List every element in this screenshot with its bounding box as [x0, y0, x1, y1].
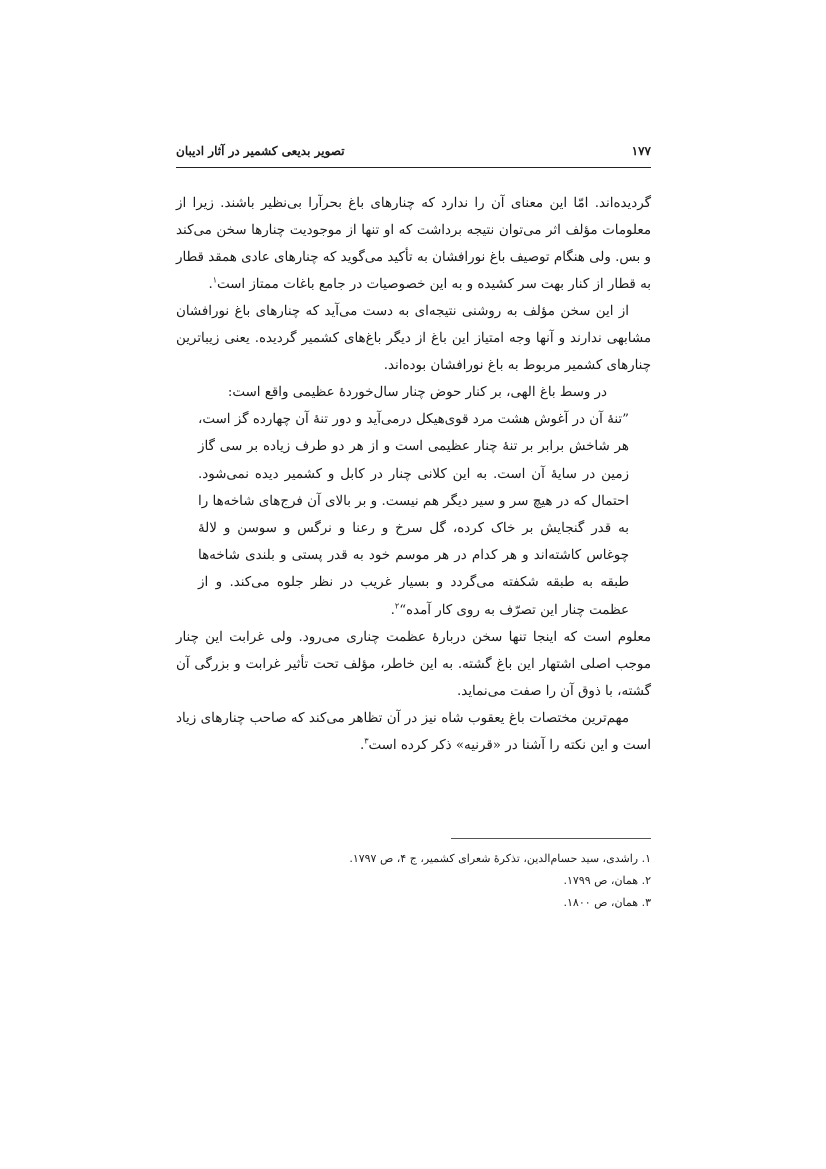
- footnote-ref-2: ۲: [394, 601, 400, 611]
- footnote-1: ۱. راشدی، سید حسام‌الدین، تذکرهٔ شعرای کشمیر، ج ۴، ص ۱۷۹۷.: [349, 852, 651, 865]
- paragraph-4: مهم‌ترین مختصات باغ یعقوب شاه نیز در آن تظاهر می‌کند که صاحب چنارهای زیاد است و این نکته را آشنا در «قرنیه» ذکر کرده است$^۳$.: [176, 710, 651, 753]
- footnote-divider: [451, 838, 651, 839]
- footnotes: [176, 848, 651, 914]
- quotation-text: ”تنهٔ آن در آغوش هشت مرد قوی‌هیکل درمی‌آید و دور تنهٔ آن چهارده گز است، هر شاخش برابر بر تنهٔ چنار عظیمی است و از هر دو طرف زیاده بر سی گاز زمین در سایهٔ آن است. به این کلانی چنار در کابل و کشمیر دیده نمی‌شود. احتمال که در هیچ سر و سیر دیگر هم نیست. و بر بالای آن فرج‌های شاخه‌ها را به قدر گنجایش بر خاک کرده، گل سرخ و رعنا و نرگس و سوسن و لالهٔ چوغاس کاشته‌اند و هر کدام در هر موسم خود به قدر پستی و بلندی شاخه‌ها طبقه به طبقه شکفته می‌گردد و بسیار غریب در نظر جلوه می‌کند. و از عظمت چنار این تصرّف به روی کار آمده“$^۲$.: [198, 412, 629, 618]
- footnote-2: ۲. همان، ص ۱۷۹۹.: [563, 874, 651, 887]
- paragraph-1: گردیده‌اند. امّا این معنای آن را ندارد که چنارهای باغ بحرآرا بی‌نظیر باشند. زیرا از معلومات مؤلف اثر می‌توان نتیجه برداشت که او تنها از موجودیت چنارها سخن می‌کند و بس. ولی هنگام توصیف باغ نورافشان به تأکید می‌گوید که چنارهای عادی همقد قطار به قطار از کنار بهت سر کشیده و به این خصوصیات در جامع باغات ممتاز است$^۱$.: [176, 196, 651, 292]
- quotation-intro: در وسط باغ الهی، بر کنار حوض چنار سال‌خوردهٔ عظیمی واقع است:: [227, 385, 607, 400]
- page-number: ۱۷۷: [631, 144, 651, 158]
- footnote-3: ۳. همان، ص ۱۸۰۰.: [563, 896, 651, 909]
- footnote-ref-3: ۳: [364, 736, 369, 746]
- running-title: تصویر بدیعی کشمیر در آثار ادیبان: [176, 144, 345, 158]
- footnote-ref-1: ۱: [212, 275, 217, 285]
- main-text: [176, 190, 651, 759]
- paragraph-3: معلوم است که اینجا تنها سخن دربارهٔ عظمت چناری می‌رود. ولی غرابت این چنار موجب اصلی اشتهار این باغ گشته. به این خاطر، مؤلف تحت تأثیر غرابت و بزرگی آن گشته، با ذوق آن را صفت می‌نماید.: [176, 629, 651, 699]
- running-header: [176, 142, 651, 164]
- header-divider: [176, 167, 651, 168]
- quotation-block: [198, 379, 629, 624]
- paragraph-2: از این سخن مؤلف به روشنی نتیجه‌ای به دست می‌آید که چنارهای باغ نورافشان مشابهی ندارند و آنها وجه امتیاز این باغ از دیگر باغ‌های کشمیر گردیده. یعنی زیباترین چنارهای کشمیر مربوط به باغ نورافشان بوده‌اند.: [176, 304, 651, 373]
